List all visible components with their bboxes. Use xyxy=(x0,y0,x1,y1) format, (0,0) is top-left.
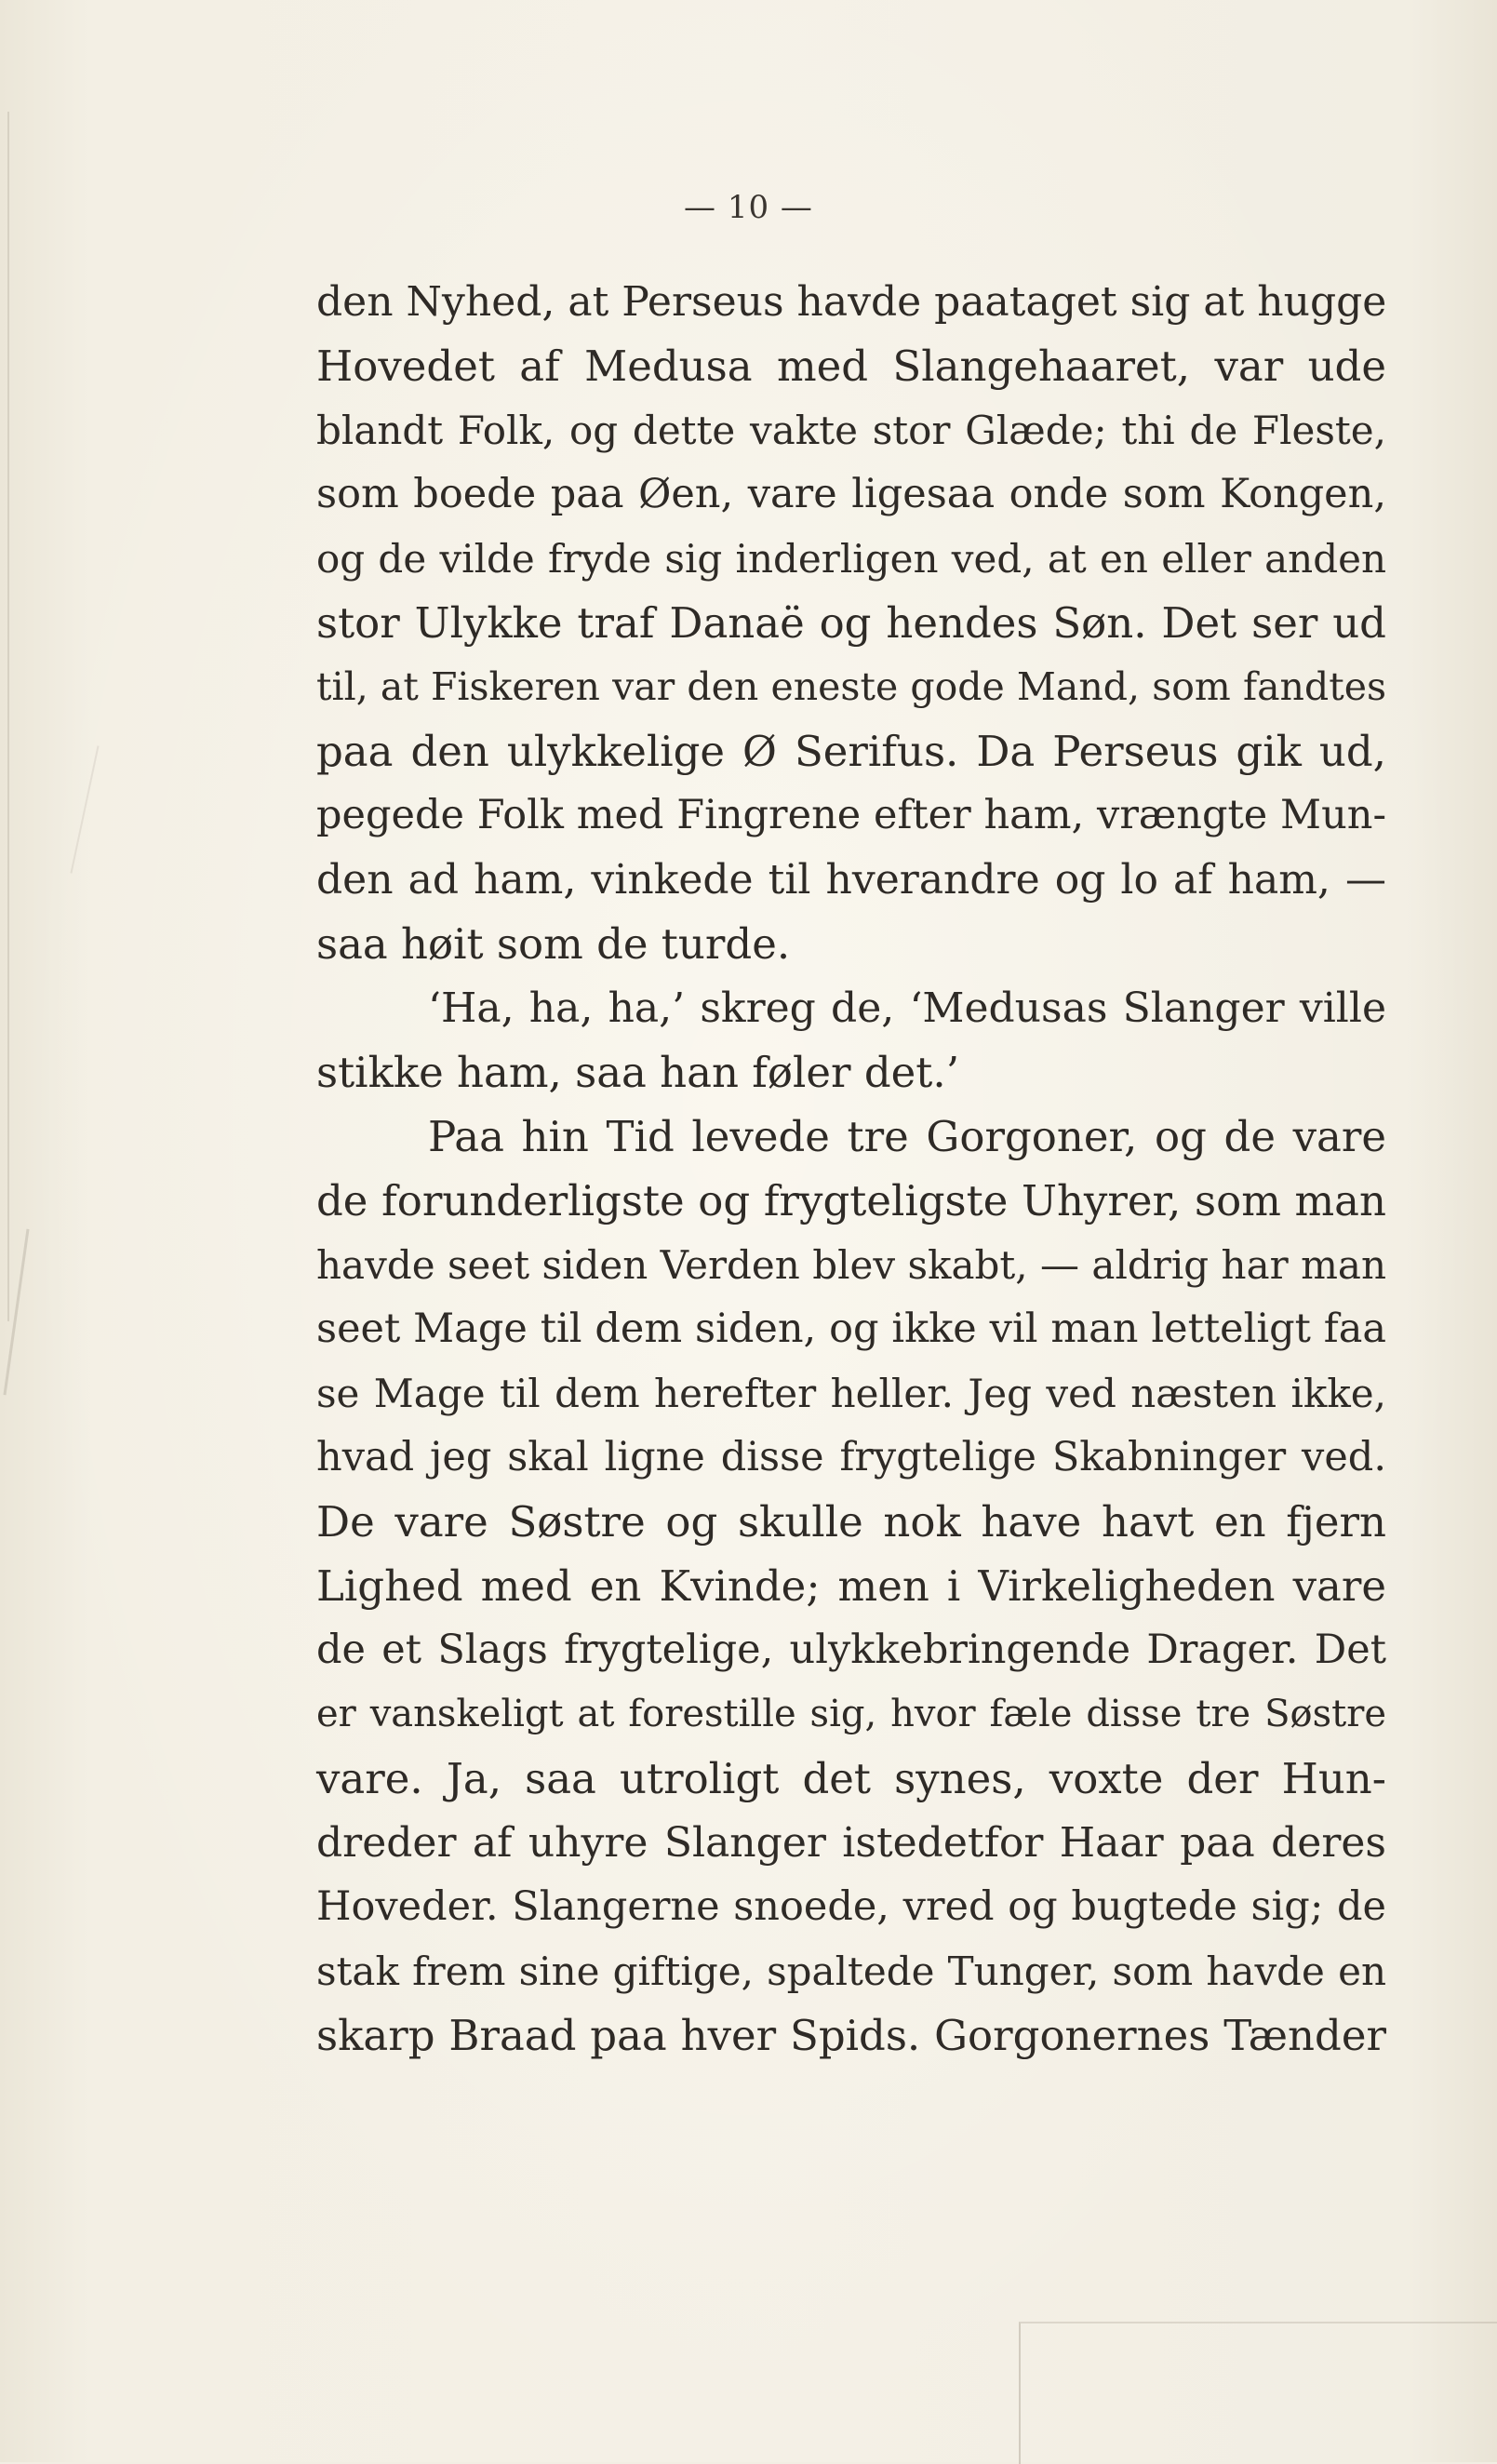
text-line: som boede paa Øen, vare ligesaa onde som Kongen, xyxy=(316,471,1386,517)
text-line: er vanskeligt at forestille sig, hvor fæle disse tre Søstre xyxy=(316,1693,1386,1735)
text-line: de forunderligste og frygteligste Uhyrer, som man xyxy=(316,1176,1386,1225)
text-line: blandt Folk, og dette vakte stor Glæde; thi de Fleste, xyxy=(316,408,1386,453)
text-line: skarp Braad paa hver Spids. Gorgonernes Tænder xyxy=(316,2011,1386,2060)
text-line: hvad jeg skal ligne disse frygtelige Skabninger ved. xyxy=(316,1434,1386,1480)
text-line: De vare Søstre og skulle nok have havt en fjern xyxy=(316,1497,1386,1547)
text-line: Paa hin Tid levede tre Gorgoner, og de vare xyxy=(428,1112,1386,1161)
body-text xyxy=(316,270,1386,2068)
text-line: den ad ham, vinkede til hverandre og lo af ham, — xyxy=(316,856,1386,904)
text-line: pegede Folk med Fingrene efter ham, vrængte Mun- xyxy=(316,792,1386,838)
text-line: Hoveder. Slangerne snoede, vred og bugtede sig; de xyxy=(316,1883,1386,1930)
text-line: den Nyhed, at Perseus havde paataget sig at hugge xyxy=(316,278,1387,326)
text-line: havde seet siden Verden blev skabt, — aldrig har man xyxy=(316,1242,1386,1288)
text-line: stor Ulykke traf Danaë og hendes Søn. Det ser ud xyxy=(316,598,1386,648)
text-line: vare. Ja, saa utroligt det synes, voxte der Hun- xyxy=(316,1754,1386,1803)
text-line: Hovedet af Medusa med Slangehaaret, var ude xyxy=(316,341,1386,391)
text-line: dreder af uhyre Slanger istedetfor Haar paa deres xyxy=(316,1819,1386,1867)
text-line: seet Mage til dem siden, og ikke vil man letteligt faa xyxy=(316,1306,1386,1352)
text-line: til, at Fiskeren var den eneste gode Mand, som fandtes xyxy=(316,664,1386,709)
text-line: de et Slags frygtelige, ulykkebringende Drager. Det xyxy=(316,1627,1386,1673)
text-line: paa den ulykkelige Ø Serifus. Da Perseus gik ud, xyxy=(316,727,1386,776)
text-line: ‘Ha, ha, ha,’ skreg de, ‘Medusas Slanger ville xyxy=(428,984,1386,1032)
text-line: stak frem sine giftige, spaltede Tunger, som havde en xyxy=(316,1948,1386,1994)
scan-corner-artifact xyxy=(1019,2322,1497,2464)
text-line: og de vilde fryde sig inderligen ved, at en eller anden xyxy=(316,536,1386,582)
scan-margin-mark xyxy=(7,112,9,1321)
text-line: se Mage til dem herefter heller. Jeg ved næsten ikke, xyxy=(316,1371,1386,1416)
scan-margin-mark xyxy=(70,745,99,873)
page-number: — 10 — xyxy=(684,189,813,226)
text-line: Lighed med en Kvinde; men i Virkeligheden vare xyxy=(316,1561,1386,1611)
text-line: stikke ham, saa han føler det.’ xyxy=(316,1048,959,1097)
text-line: saa høit som de turde. xyxy=(316,919,791,969)
